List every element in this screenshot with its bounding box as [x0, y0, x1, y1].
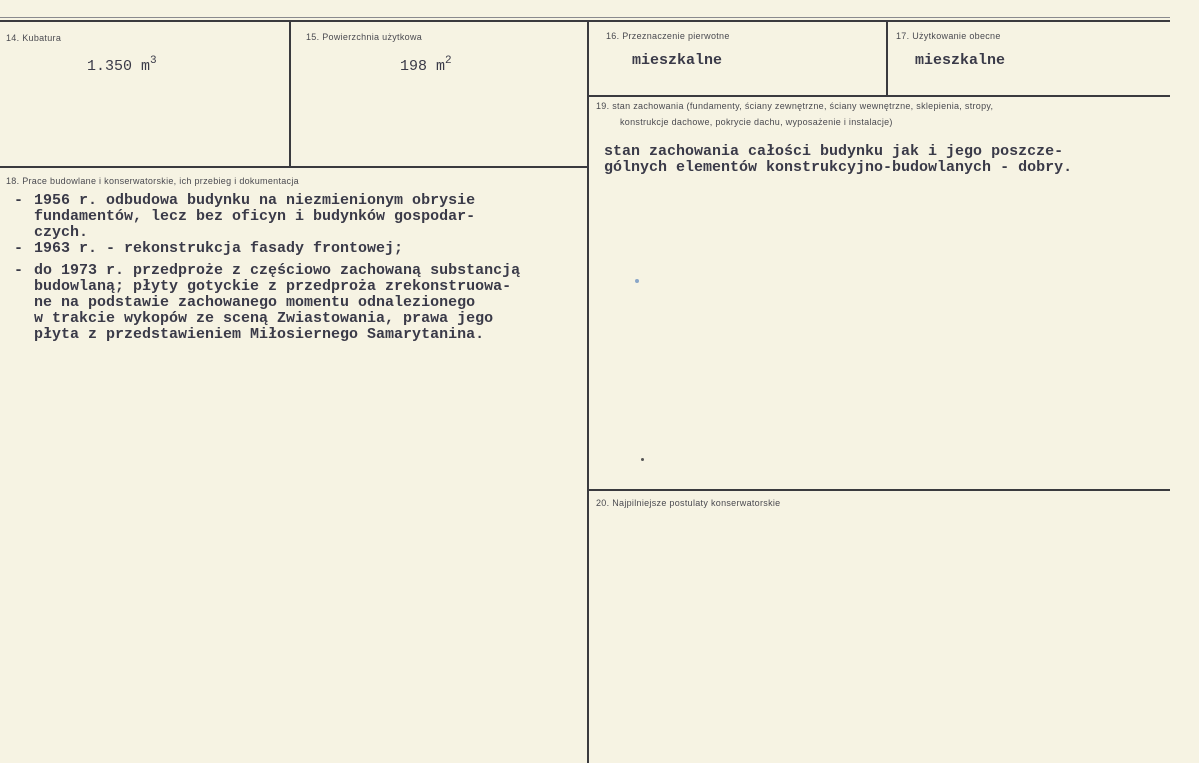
prace-item-line: płyta z przedstawieniem Miłosiernego Samarytanina. [34, 326, 485, 343]
prace-item [0, 193, 588, 241]
stan-label-line1: 19. stan zachowania (fundamenty, ściany zewnętrzne, ściany wewnętrzne, sklepienia, stropy, [596, 101, 994, 111]
postulaty-label: 20. Najpilniejsze postulaty konserwatorskie [596, 498, 781, 508]
przeznaczenie-value: mieszkalne [632, 52, 723, 69]
powierzchnia-exponent: 2 [445, 55, 452, 67]
kubatura-number: 1.350 m [87, 58, 151, 75]
uzytkowanie-label: 17. Użytkowanie obecne [896, 31, 1001, 41]
prace-item-line: ne na podstawie zachowanego momentu odnalezionego [34, 294, 476, 311]
stan-text [604, 144, 1072, 176]
powierzchnia-value [400, 53, 452, 75]
prace-item-line: w trakcie wykopów ze sceną Zwiastowania, prawa jego [34, 310, 494, 327]
prace-item-line: 1963 r. - rekonstrukcja fasady frontowej; [34, 240, 404, 257]
prace-item-line: 1956 r. odbudowa budynku na niezmienionym obrysie [34, 192, 476, 209]
powierzchnia-label: 15. Powierzchnia użytkowa [306, 32, 423, 42]
top-rule-thin [0, 17, 1170, 18]
kubatura-value [87, 53, 157, 75]
divider-main [587, 21, 589, 763]
prace-item-line: budowlaną; płyty gotyckie z przedproża zrekonstruowa- [34, 278, 512, 295]
rule-16-17-bottom [588, 95, 1170, 97]
prace-label: 18. Prace budowlane i konserwatorskie, ich przebieg i dokumentacja [6, 176, 299, 186]
ink-speck [635, 279, 639, 283]
stan-label-line2: konstrukcje dachowe, pokrycie dachu, wyposażenie i instalacje) [620, 117, 893, 127]
prace-item-line: czych. [34, 224, 89, 241]
prace-item-line: fundamentów, lecz bez oficyn i budynków gospodar- [34, 208, 476, 225]
ink-speck [641, 458, 644, 461]
kubatura-label: 14. Kubatura [6, 33, 62, 43]
prace-item-dash: - [14, 262, 24, 279]
prace-item [0, 263, 588, 343]
stan-line: gólnych elementów konstrukcyjno-budowlanych - dobry. [604, 159, 1073, 176]
przeznaczenie-label: 16. Przeznaczenie pierwotne [606, 31, 730, 41]
prace-item-dash: - [14, 240, 24, 257]
prace-list [0, 193, 588, 343]
divider-16-17 [886, 21, 888, 95]
rule-14-15-bottom [0, 166, 588, 168]
top-rule [0, 20, 1170, 22]
kubatura-exponent: 3 [150, 55, 157, 67]
uzytkowanie-value: mieszkalne [915, 52, 1006, 69]
divider-14-15 [289, 21, 291, 166]
prace-item-dash: - [14, 192, 24, 209]
prace-item [0, 241, 588, 257]
powierzchnia-number: 198 m [400, 58, 446, 75]
rule-19-bottom [588, 489, 1170, 491]
prace-item-line: do 1973 r. przedproże z częściowo zachowaną substancją [34, 262, 521, 279]
stan-line: stan zachowania całości budynku jak i jego poszcze- [604, 143, 1064, 160]
